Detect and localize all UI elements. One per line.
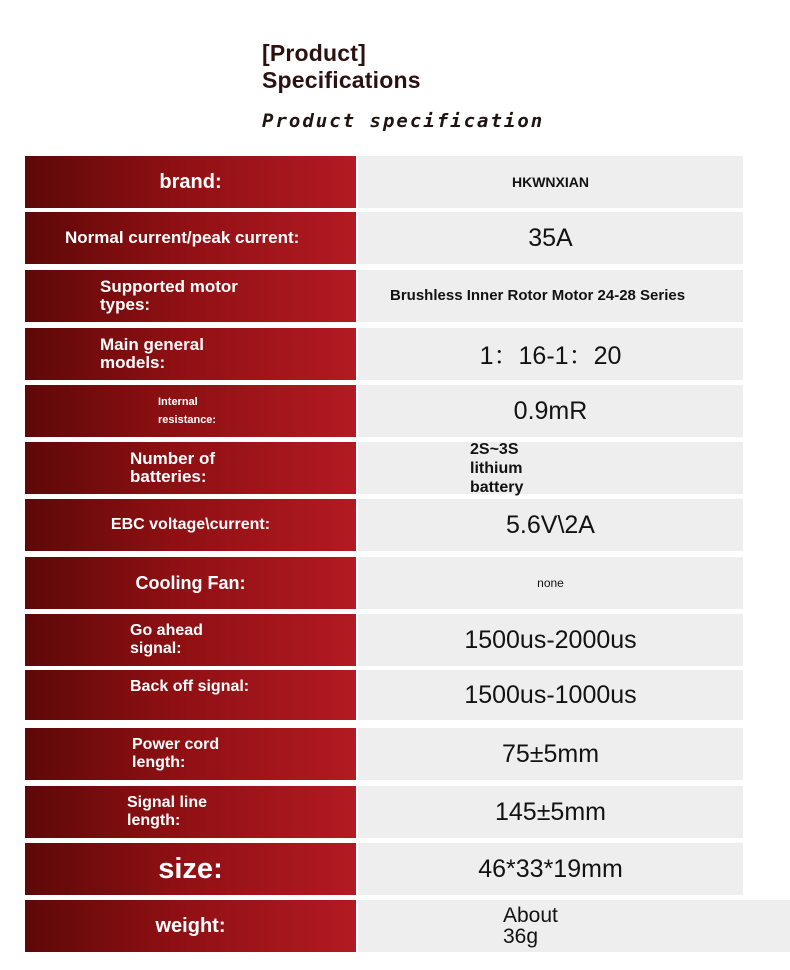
- spec-row-batteries: [25, 442, 743, 494]
- spec-value: Brushless Inner Rotor Motor 24-28 Series: [358, 270, 743, 322]
- spec-value: 35A: [358, 212, 743, 264]
- spec-value: 75±5mm: [358, 728, 743, 780]
- spec-row-motor-types: [25, 270, 743, 322]
- spec-row-back-off: [25, 670, 743, 720]
- spec-label: Cooling Fan:: [25, 557, 356, 609]
- spec-label: Power cord length:: [25, 728, 356, 780]
- spec-label: Normal current/peak current:: [25, 212, 356, 264]
- page-subtitle: Product specification: [262, 110, 545, 132]
- page-title: [262, 40, 421, 94]
- spec-row-size: [25, 843, 743, 895]
- spec-label: Back off signal:: [25, 670, 356, 720]
- spec-label: EBC voltage\current:: [25, 499, 356, 551]
- spec-row-models: [25, 328, 743, 380]
- spec-value: 5.6V\2A: [358, 499, 743, 551]
- spec-value: 0.9mR: [358, 385, 743, 437]
- spec-value: 1500us-2000us: [358, 614, 743, 666]
- spec-value: 2S~3S lithium battery: [358, 442, 743, 494]
- spec-label: Go ahead signal:: [25, 614, 356, 666]
- spec-row-resistance: [25, 385, 743, 437]
- spec-row-power-cord: [25, 728, 743, 780]
- spec-row-current: [25, 212, 743, 264]
- spec-value: none: [358, 557, 743, 609]
- spec-row-ebc: [25, 499, 743, 551]
- spec-row-weight: [25, 900, 743, 952]
- spec-value: 1500us-1000us: [358, 670, 743, 720]
- spec-label: size:: [25, 843, 356, 895]
- spec-label: Signal line length:: [25, 786, 356, 838]
- spec-value: 46*33*19mm: [358, 843, 743, 895]
- spec-value: 1：16-1：20: [358, 328, 743, 380]
- spec-value: HKWNXIAN: [358, 156, 743, 208]
- spec-value: 145±5mm: [358, 786, 743, 838]
- spec-label: Main general models:: [25, 328, 356, 380]
- spec-label: Number of batteries:: [25, 442, 356, 494]
- title-line-1: [Product]: [262, 40, 367, 66]
- spec-row-go-ahead: [25, 614, 743, 666]
- spec-row-signal-line: [25, 786, 743, 838]
- spec-label: Internal resistance:: [25, 385, 356, 437]
- spec-row-fan: [25, 557, 743, 609]
- spec-label: weight:: [25, 900, 356, 952]
- spec-label: Supported motor types:: [25, 270, 356, 322]
- spec-value: About 36g: [358, 900, 790, 952]
- spec-label: brand:: [25, 156, 356, 208]
- spec-row-brand: [25, 156, 743, 208]
- title-line-2: Specifications: [262, 67, 421, 93]
